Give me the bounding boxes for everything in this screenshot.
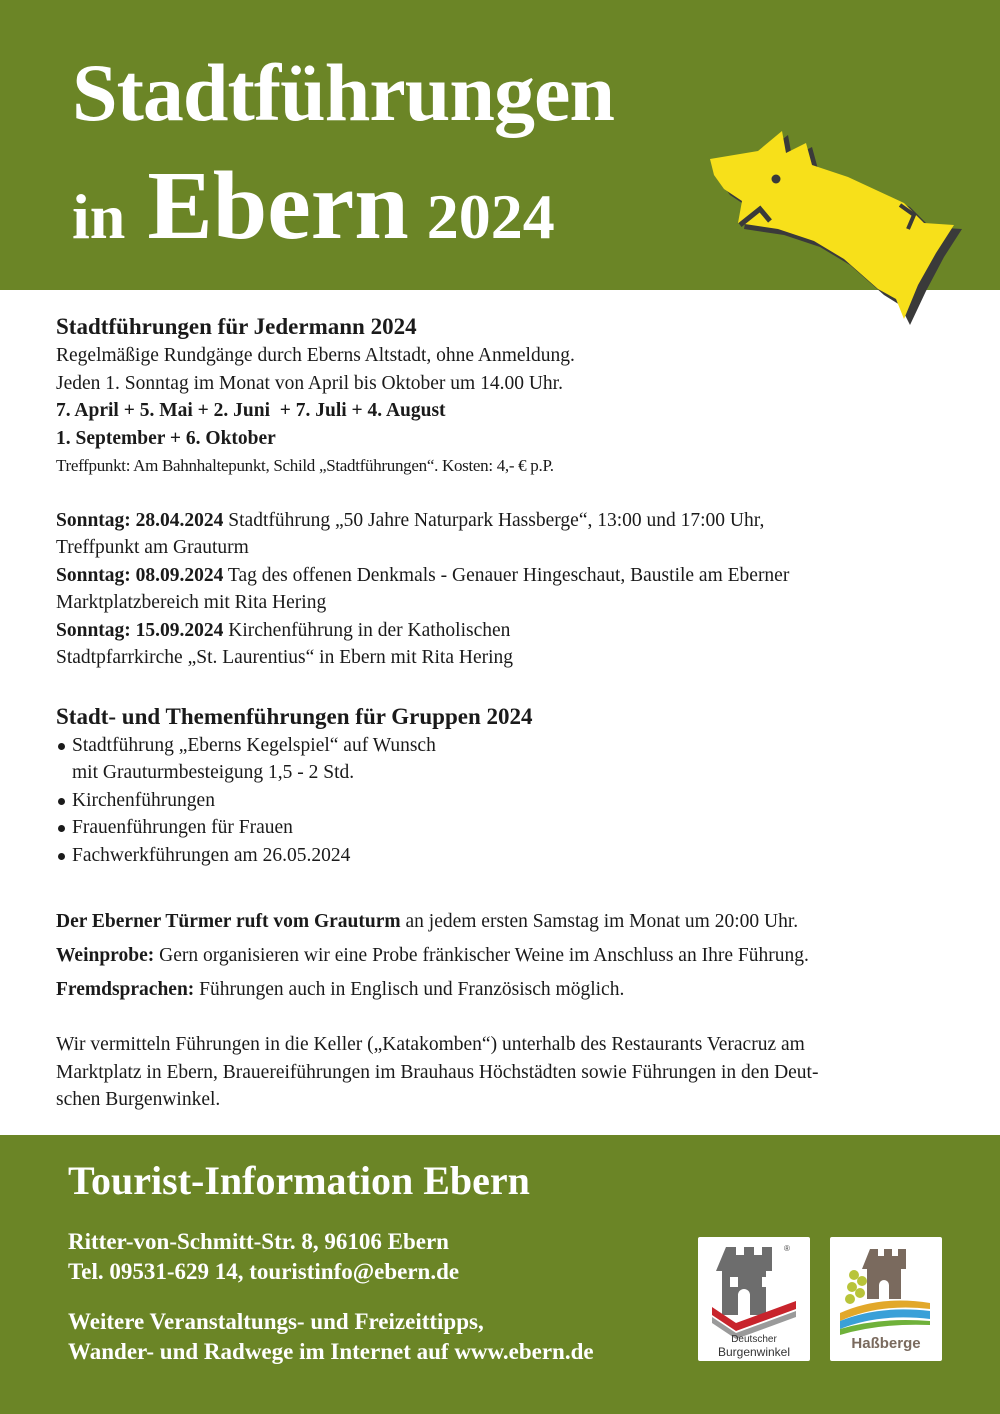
- more-info-line: Wander- und Radwege im Internet auf www.ebern.de: [68, 1339, 594, 1364]
- fremdsprachen-bold: Fremdsprachen:: [56, 979, 195, 1000]
- tourist-info-title: Tourist-Information Ebern: [68, 1158, 530, 1203]
- weinprobe-text: Gern organisieren wir eine Probe fränkischer Weine im Anschluss an Ihre Führung.: [154, 945, 809, 966]
- event-text-cont: Treffpunkt am Grauturm: [56, 537, 249, 558]
- burgenwinkel-text-1: Deutscher: [731, 1334, 777, 1345]
- keller-line: Wir vermitteln Führungen in die Keller („Katakomben“) unterhalb des Restaurants Veracruz am: [56, 1034, 805, 1055]
- burgenwinkel-text-2: Burgenwinkel: [717, 1345, 791, 1359]
- event-text: Tag des offenen Denkmals - Genauer Hingeschaut, Baustile am Eberner: [223, 564, 790, 586]
- event-text: Stadtführung „50 Jahre Naturpark Hassberge“, 13:00 und 17:00 Uhr,: [223, 509, 765, 531]
- svg-text:®: ®: [784, 1244, 790, 1253]
- more-info-line: Weitere Veranstaltungs- und Freizeittipps,: [68, 1309, 484, 1334]
- list-item: Frauenführungen für Frauen: [56, 814, 956, 842]
- tuermer-text: an jedem ersten Samstag im Monat um 20:00 Uhr.: [400, 911, 799, 932]
- event-item: [56, 562, 956, 590]
- footer-banner: [0, 1135, 1000, 1414]
- section-heading-jedermann: Stadtführungen für Jedermann 2024: [56, 314, 417, 339]
- event-text-cont: Marktplatzbereich mit Rita Hering: [56, 592, 327, 613]
- title-ebern: Ebern: [147, 152, 409, 260]
- main-content: [56, 312, 956, 1114]
- list-item: Stadtführung „Eberns Kegelspiel“ auf Wunsch: [56, 732, 956, 760]
- tuermer-bold: Der Eberner Türmer ruft vom Grauturm: [56, 911, 401, 932]
- list-item-cont: mit Grauturmbesteigung 1,5 - 2 Std.: [72, 762, 355, 783]
- section1-meeting: Treffpunkt: Am Bahnhaltepunkt, Schild „Stadtführungen“. Kosten: 4,- € p.P.: [56, 456, 554, 475]
- weinprobe-bold: Weinprobe:: [56, 945, 155, 966]
- title-year: 2024: [426, 181, 555, 252]
- title-line-1: Stadtführungen: [72, 47, 614, 138]
- fremdsprachen-line: [56, 973, 956, 1007]
- section1-dates2: 1. September + 6. Oktober: [56, 427, 276, 449]
- tourist-info-contact: [68, 1227, 459, 1287]
- event-date: Sonntag: 08.09.2024: [56, 564, 224, 586]
- burgenwinkel-logo: [698, 1237, 810, 1361]
- title-line-2: [72, 150, 555, 262]
- event-date: Sonntag: 28.04.2024: [56, 509, 224, 531]
- keller-line: Marktplatz in Ebern, Brauereiführungen im Brauhaus Höchstädten sowie Führungen in den Deut-: [56, 1061, 819, 1083]
- list-item: Fachwerkführungen am 26.05.2024: [56, 842, 956, 870]
- section-heading-gruppen: Stadt- und Themenführungen für Gruppen 2024: [56, 703, 533, 729]
- section1-line2: Jeden 1. Sonntag im Monat von April bis Oktober um 14.00 Uhr.: [56, 372, 563, 394]
- hassberge-text: Haßberge: [851, 1335, 921, 1352]
- event-date: Sonntag: 15.09.2024: [56, 619, 224, 641]
- weinprobe-line: [56, 939, 956, 973]
- fremdsprachen-text: Führungen auch in Englisch und Französisch möglich.: [194, 979, 625, 1000]
- list-item: Kirchenführungen: [56, 787, 956, 815]
- address: Ritter-von-Schmitt-Str. 8, 96106 Ebern: [68, 1229, 449, 1254]
- phone-email: Tel. 09531-629 14, touristinfo@ebern.de: [68, 1259, 460, 1284]
- keller-line: schen Burgenwinkel.: [56, 1089, 221, 1110]
- keller-paragraph: [56, 1031, 956, 1114]
- hassberge-logo: [830, 1237, 942, 1361]
- more-info: [68, 1307, 594, 1367]
- event-text: Kirchenführung in der Katholischen: [223, 619, 511, 641]
- boar-logo-icon: [700, 125, 970, 330]
- section1-dates1: 7. April + 5. Mai + 2. Juni + 7. Juli + 4. August: [56, 400, 446, 421]
- event-item: [56, 507, 956, 535]
- section1-line1: Regelmäßige Rundgänge durch Eberns Altstadt, ohne Anmeldung.: [56, 345, 575, 366]
- event-item: [56, 617, 956, 645]
- tuermer-line: [56, 905, 956, 939]
- event-text-cont: Stadtpfarrkirche „St. Laurentius“ in Ebern mit Rita Hering: [56, 647, 514, 668]
- title-in: in: [72, 181, 126, 252]
